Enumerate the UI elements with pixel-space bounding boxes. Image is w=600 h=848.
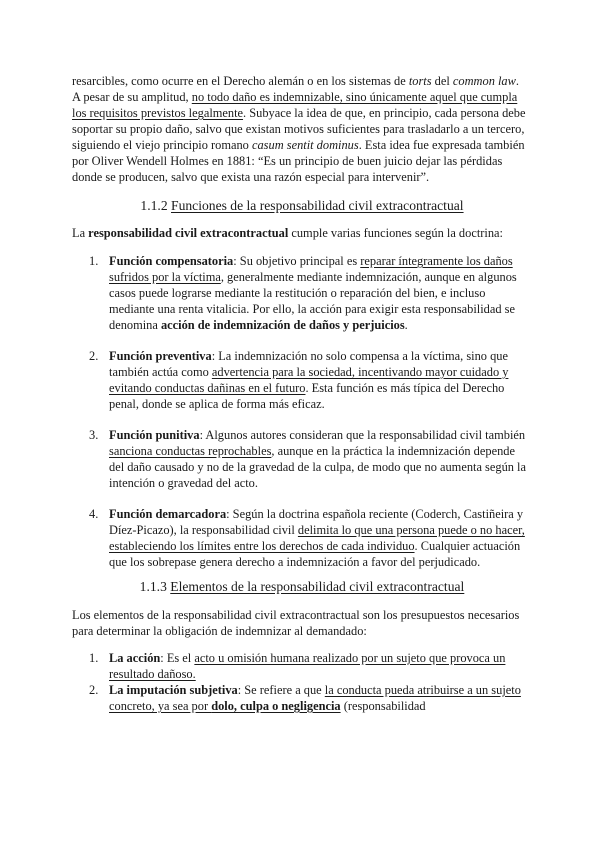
- item-term: Función preventiva: [109, 349, 212, 363]
- text-span: . Cualquier actuación que los sobrepase genera derecho a indemnización a favor del perjudicado.: [109, 539, 521, 569]
- item-term: La imputación subjetiva: [109, 683, 238, 697]
- list-number: 2.: [89, 683, 99, 697]
- text-span: : Es el: [160, 651, 195, 665]
- underlined-text: acto u omisión humana realizado por un sujeto que provoca un resultado dañoso.: [109, 651, 506, 681]
- document-body: [72, 73, 532, 714]
- list-item: [72, 506, 532, 570]
- underlined-text: la conducta pueda atribuirse a un sujeto concreto, ya sea por: [109, 683, 521, 713]
- list-number: 1.: [89, 254, 99, 268]
- list-item: [72, 348, 532, 412]
- text-span: .: [404, 318, 408, 332]
- text-span: . Subyace la idea de que, en principio, cada persona debe soportar su propio daño, salvo que existan motivos suficientes para trasladarlo a un tercero, siguiendo el viejo principio romano: [72, 106, 526, 152]
- section-intro: Los elementos de la responsabilidad civil extracontractual son los presupuestos necesarios para determinar la obligación de indemnizar al demandado:: [72, 608, 520, 638]
- list-item: [72, 650, 532, 682]
- paragraph-torts: [72, 73, 532, 89]
- list-item: [72, 682, 532, 714]
- bold-term: acción de indemnización de daños y perjuicios: [160, 318, 405, 332]
- underlined-text: no todo daño es indemnizable, sino únicamente aquel que cumpla los requisitos previstos legalmente: [72, 90, 518, 120]
- text-span: : Algunos autores consideran que la responsabilidad civil también: [199, 428, 526, 442]
- list-number: 4.: [89, 507, 99, 521]
- italic-torts: torts: [408, 74, 432, 88]
- item-term: Función compensatoria: [109, 254, 234, 268]
- underlined-text: delimita lo que una persona puede o no hacer, estableciendo los límites entre los derechos de cada individuo: [109, 523, 525, 553]
- section-number: 1.1.2: [140, 198, 172, 213]
- italic-latin-phrase: casum sentit dominus: [251, 138, 359, 152]
- text-span: , generalmente mediante indemnización, aunque en algunos casos puede lograrse mediante la restitución o reparación del bien, e incluso mediante una renta vitalicia. Por ello, la acción para exigir esta responsabilidad se denomina: [109, 270, 517, 332]
- list-number: 3.: [89, 428, 99, 442]
- bold-term: responsabilidad civil extracontractual: [88, 226, 289, 240]
- text-span: del: [431, 74, 453, 88]
- text-span: : Según la doctrina española reciente (Coderch, Castiñeira y Díez-Picazo), la responsabilidad civil: [109, 507, 524, 537]
- italic-common-law: common law: [452, 74, 516, 88]
- text-span: cumple varias funciones según la doctrina:: [288, 226, 503, 240]
- paragraph-amplitud: [72, 89, 532, 185]
- text-span: A pesar de su amplitud,: [72, 90, 192, 104]
- text-span: resarcibles, como ocurre en el Derecho alemán o en los sistemas de: [72, 74, 409, 88]
- section-heading-funciones: [72, 197, 532, 215]
- item-term: Función demarcadora: [109, 507, 227, 521]
- list-item: [72, 253, 532, 333]
- underlined-text: reparar íntegramente los daños sufridos por la víctima: [109, 254, 513, 284]
- item-term: Función punitiva: [109, 428, 200, 442]
- text-span: .: [515, 74, 519, 88]
- text-span: (responsabilidad: [340, 699, 426, 713]
- bold-underlined-term: dolo, culpa o negligencia: [211, 699, 341, 713]
- text-span: . Esta función es más típica del Derecho penal, donde se aplica de forma más eficaz.: [109, 381, 505, 411]
- section-title: Elementos de la responsabilidad civil extracontractual: [170, 579, 465, 594]
- underlined-text: advertencia para la sociedad, incentivando mayor cuidado y evitando conductas dañinas en el futuro: [109, 365, 509, 395]
- list-number: 1.: [89, 651, 99, 665]
- list-item: [72, 427, 532, 491]
- section-intro: [72, 225, 532, 241]
- item-term: La acción: [109, 651, 161, 665]
- underlined-text: sanciona conductas reprochables: [109, 444, 272, 458]
- text-span: : Su objetivo principal es: [233, 254, 361, 268]
- text-span: La: [72, 226, 89, 240]
- section-title: Funciones de la responsabilidad civil extracontractual: [171, 198, 464, 213]
- text-span: . Esta idea fue expresada también por Oliver Wendell Holmes en 1881: “Es un principio de buen juicio dejar las pérdidas donde se producen, salvo que exista una razón especial para intervenir”.: [72, 138, 525, 184]
- text-span: : La indemnización no solo compensa a la víctima, sino que también actúa como: [109, 349, 508, 379]
- section-heading-elementos: [72, 578, 532, 596]
- list-number: 2.: [89, 349, 99, 363]
- elements-list: [72, 650, 532, 714]
- text-span: , aunque en la práctica la indemnización depende del daño causado y no de la gravedad de la culpa, de modo que no aumenta según la intención o gravedad del acto.: [109, 444, 527, 490]
- text-span: : Se refiere a que: [237, 683, 325, 697]
- functions-list: [72, 253, 532, 570]
- section-number: 1.1.3: [139, 579, 171, 594]
